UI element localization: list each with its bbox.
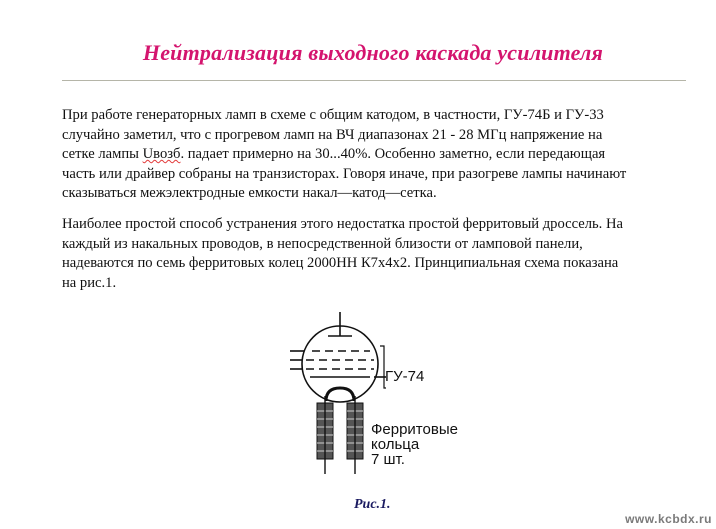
tube-label: ГУ-74 — [385, 368, 425, 385]
paragraph-1 — [62, 106, 690, 204]
tube-envelope — [302, 326, 378, 402]
paragraph-1-part-a: При работе генераторных ламп в схеме с общим катодом, в частности, ГУ-74Б и ГУ-33 случайно заметил, что с прогревом ламп на ВЧ диапазонах 21 - 28 МГц напряжение на сетке лампы — [62, 107, 604, 162]
ferrite-bead-stacks — [317, 396, 363, 474]
ferrite-label-line-1: Ферритовые — [371, 421, 458, 438]
page-title: Нейтрализация выходного каскада усилителя — [142, 40, 604, 65]
figure-caption: Рис.1. — [354, 497, 391, 512]
title-divider — [62, 80, 686, 81]
ferrite-label-line-3: 7 шт. — [371, 451, 405, 468]
watermark: www.kcbdx.ru — [625, 512, 712, 526]
spellcheck-word: Uвозб — [142, 146, 181, 162]
ferrite-label-line-2: кольца — [371, 436, 420, 453]
paragraph-1-part-b: . падает примерно на 30...40%. Особенно заметно, если передающая часть или драйвер собраны на транзисторах. Говоря иначе, при разогреве лампы начинают сказываться межэлектродные емкости накал—катод—сетка. — [62, 146, 627, 201]
heater-filament — [326, 388, 354, 401]
paragraph-2: Наиболее простой способ устранения этого недостатка простой ферритовый дроссель. На каждый из накальных проводов, в непосредственной близости от ламповой панели, надеваются по семь ферритовых колец 2000НН К7х4х2. Принципиальная схема показана на рис.1. — [62, 216, 623, 291]
